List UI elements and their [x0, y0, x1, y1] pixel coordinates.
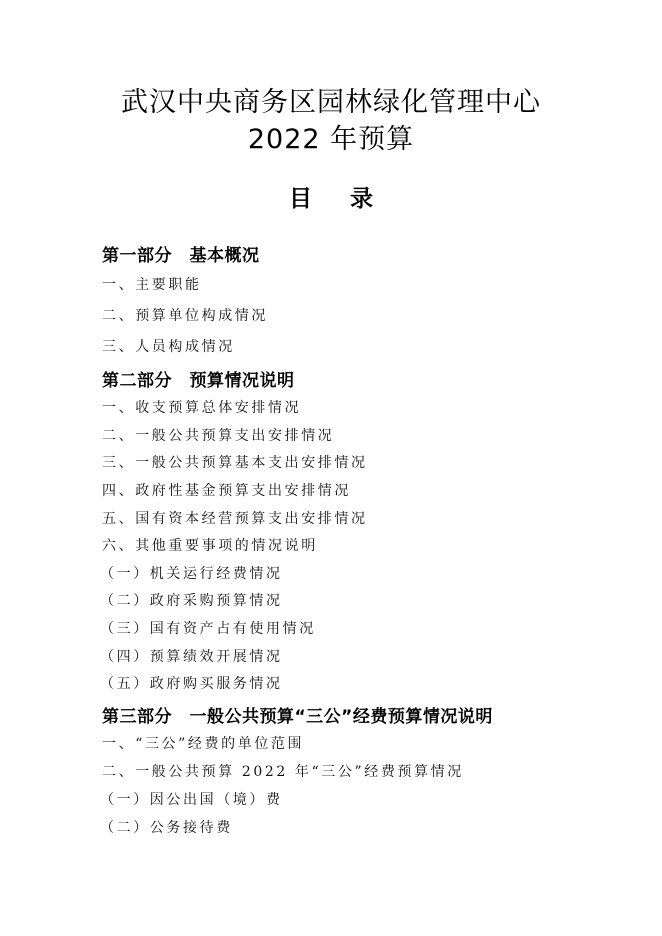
toc-subitem: （一）因公出国（境）费 — [100, 792, 283, 808]
toc-subitem: （二）政府采购预算情况 — [100, 593, 283, 609]
toc-subitem: （二）公务接待费 — [100, 820, 233, 836]
toc-item: 三、人员构成情况 — [102, 339, 235, 355]
toc-subitem: （五）政府购买服务情况 — [100, 676, 283, 692]
toc-item: 二、一般公共预算支出安排情况 — [102, 428, 335, 444]
toc-subitem: （一）机关运行经费情况 — [100, 566, 283, 582]
document-title: 武汉中央商务区园林绿化管理中心 — [121, 87, 541, 118]
document-subtitle-year: 2022 年预算 — [247, 124, 415, 155]
toc-subitem: （四）预算绩效开展情况 — [100, 649, 283, 665]
toc-part-2: 第二部分 预算情况说明 — [102, 371, 295, 391]
toc-item: 六、其他重要事项的情况说明 — [102, 538, 318, 554]
toc-item: 四、政府性基金预算支出安排情况 — [102, 483, 351, 499]
toc-heading-char-2: 录 — [350, 186, 373, 212]
toc-item: 二、预算单位构成情况 — [102, 308, 268, 324]
toc-item: 一、主要职能 — [102, 277, 202, 293]
toc-item: 二、一般公共预算 2022 年“三公”经费预算情况 — [102, 764, 464, 780]
toc-heading — [0, 180, 662, 213]
toc-item: 一、“三公”经费的单位范围 — [102, 736, 305, 752]
toc-part-3: 第三部分 一般公共预算“三公”经费预算情况说明 — [102, 707, 493, 727]
toc-item: 三、一般公共预算基本支出安排情况 — [102, 455, 368, 471]
toc-subitem: （三）国有资产占有使用情况 — [100, 621, 316, 637]
toc-heading-char-1: 目 — [289, 186, 312, 212]
toc-item: 一、收支预算总体安排情况 — [102, 400, 302, 416]
toc-part-1: 第一部分 基本概况 — [102, 246, 260, 266]
toc-item: 五、国有资本经营预算支出安排情况 — [102, 511, 368, 527]
